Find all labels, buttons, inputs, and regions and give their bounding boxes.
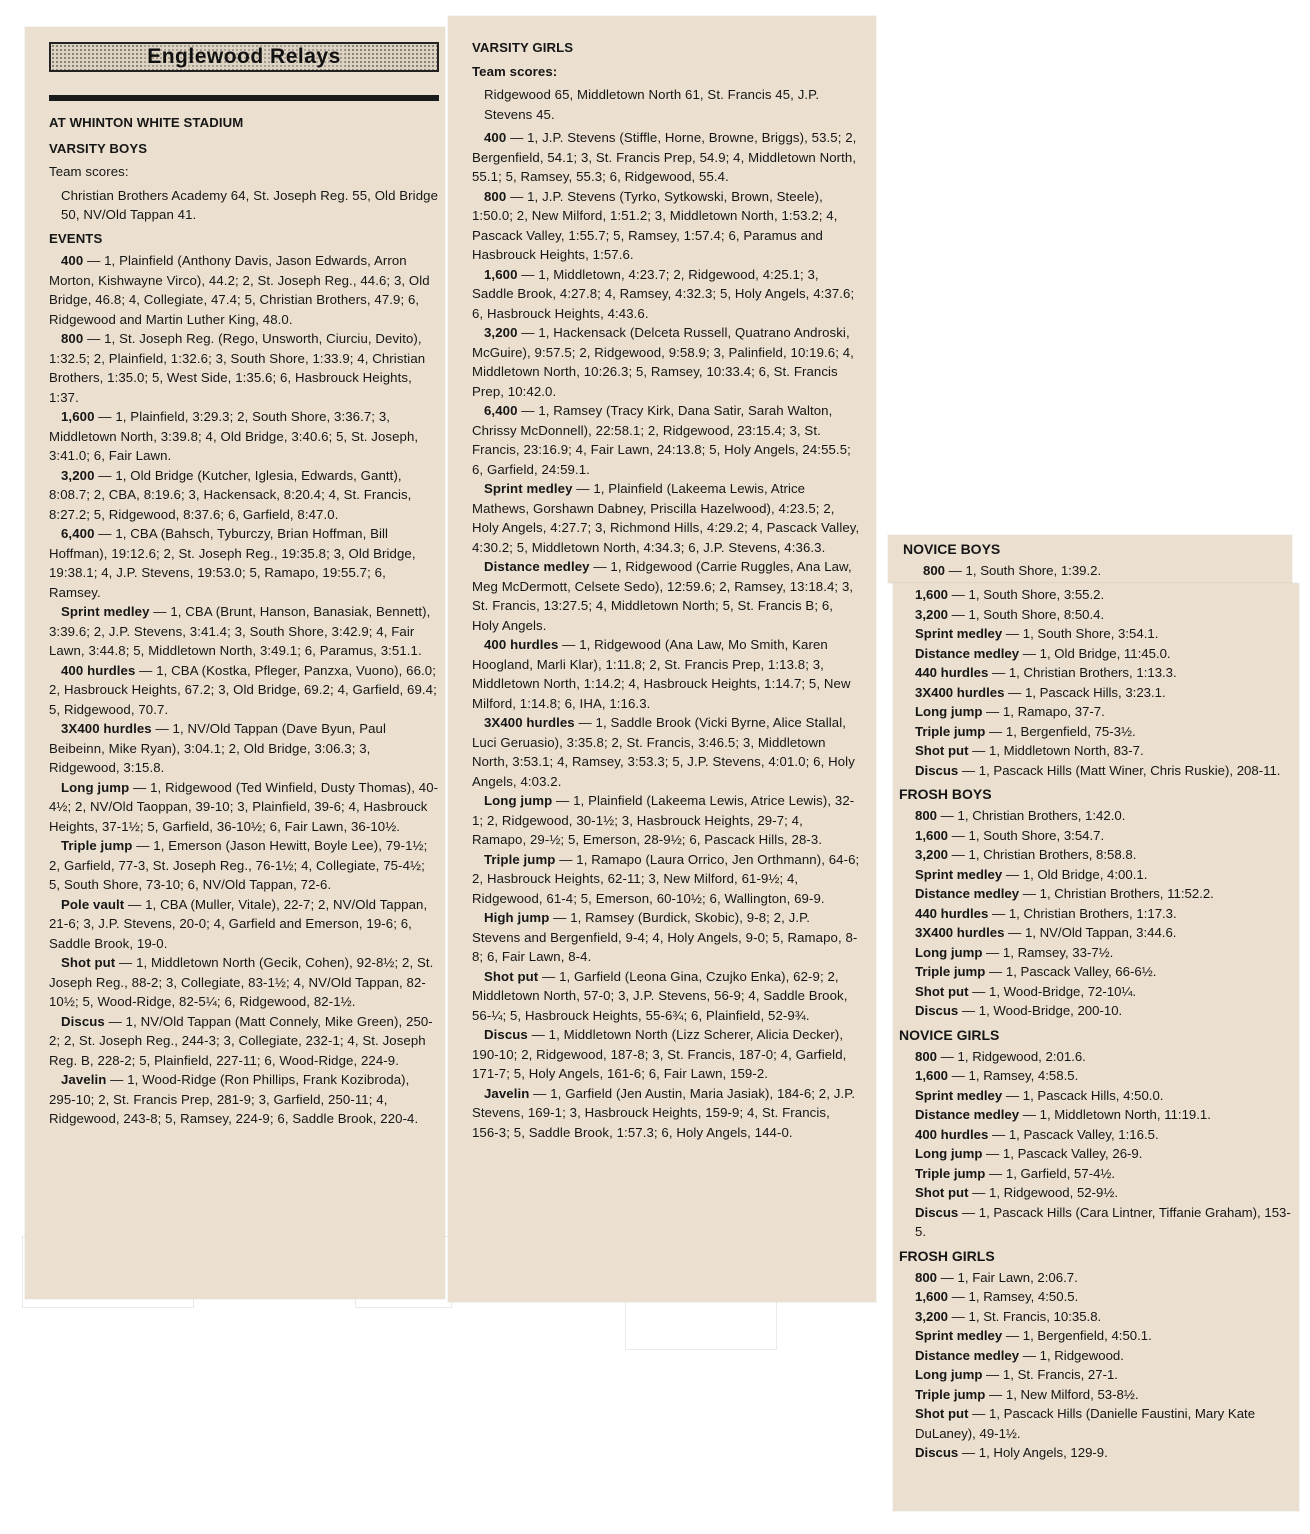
event-result: — 1, Hackensack (Delceta Russell, Quatrano Androski, McGuire), 9:57.5; 2, Ridgewood, 9:58.9; 3, Palinfield, 10:19.6; 4, Middletown North, 10:26.3; 5, Ramsey, 10:33.4; 6, St. Francis Prep, 10:42.0.: [472, 325, 854, 399]
event-result: — 1, CBA (Bahsch, Tyburczy, Brian Hoffman, Bill Hoffman), 19:12.6; 2, St. Joseph Reg., 19:35.8; 3, Old Bridge, 19:38.1; 4, J.P. Stevens, 19:53.0; 5, Ramapo, 19:55.7; 6, Ramsey.: [49, 526, 416, 600]
event-entry: [49, 1070, 439, 1129]
event-name: Discus: [915, 1204, 959, 1220]
event-name: Distance medley: [915, 645, 1020, 661]
event-entry: [472, 265, 860, 324]
event-entry: [899, 1443, 1291, 1463]
event-name: 400: [484, 130, 507, 145]
event-result: — 1, Middletown North (Lizz Scherer, Alicia Decker), 190-10; 2, Ridgewood, 187-8; 3, St. Francis, 187-0; 4, Garfield, 171-7; 5, Holy Angels, 161-6; 6, Fair Lawn, 159-2.: [472, 1027, 847, 1081]
event-entry: [899, 1203, 1291, 1242]
event-entry: [899, 683, 1291, 703]
event-name: Long jump: [915, 944, 983, 960]
event-result: — 1, Christian Brothers, 8:58.8.: [948, 847, 1137, 862]
event-result: — 1, J.P. Stevens (Stiffle, Horne, Browne, Briggs), 53.5; 2, Bergenfield, 54.1; 3, St. Francis Prep, 54.9; 4, Middletown North, 55.1; 5, Ramsey, 55.3; 6, Ridgewood, 55.4.: [472, 130, 857, 184]
event-entry: [899, 923, 1291, 943]
event-entry: [899, 943, 1291, 963]
event-result: — 1, Christian Brothers, 1:13.3.: [988, 665, 1177, 680]
event-result: — 1, NV/Old Tappan (Dave Byun, Paul Beibeinn, Mike Ryan), 3:04.1; 2, Old Bridge, 3:06.3; 3, Ridgewood, 3:15.8.: [49, 721, 386, 775]
event-entry: [899, 826, 1291, 846]
event-result: — 1, Christian Brothers, 1:17.3.: [988, 905, 1177, 921]
event-entry: [472, 128, 860, 187]
event-name: 1,600: [915, 1289, 949, 1304]
event-entry: [472, 1084, 860, 1143]
event-entry: [472, 401, 860, 479]
event-name: Sprint medley: [915, 1087, 1003, 1103]
event-entry: [899, 1144, 1291, 1164]
team-scores: Christian Brothers Academy 64, St. Joseph Reg. 55, Old Bridge 50, NV/Old Tappan 41.: [61, 187, 439, 222]
event-name: 3X400 hurdles: [61, 721, 152, 736]
event-name: 400: [61, 253, 84, 268]
event-entry: [899, 761, 1291, 781]
headline-banner: [49, 42, 439, 72]
event-entry: [899, 741, 1291, 761]
event-result: — 1, Pascack Valley, 1:16.5.: [988, 1126, 1159, 1142]
event-name: 800: [915, 1269, 938, 1285]
event-result: — 1, Middletown North (Gecik, Cohen), 92-8½; 2, St. Joseph Reg., 88-2; 3, Collegiate, 83-1½; 4, NV/Old Tappan, 82-10½; 5, Wood-Ridge, 82-5¼; 6, Ridgewood, 82-1½.: [49, 955, 434, 1009]
event-entry: [899, 1326, 1291, 1346]
event-result: — 1, Garfield (Leona Gina, Czujko Enka), 62-9; 2, Middletown North, 57-0; 3, J.P. Stevens, 56-9; 4, Saddle Brook, 56-¼; 5, Hasbrouck Heights, 55-6¾; 6, Plainfield, 52-9¾.: [472, 968, 848, 1023]
event-result: — 1, Plainfield, 3:29.3; 2, South Shore, 3:36.7; 3, Middletown North, 3:39.8; 4, Old Bridge, 3:40.6; 5, St. Joseph, 3:41.0; 6, Fair Lawn.: [49, 409, 419, 463]
event-name: High jump: [484, 910, 550, 925]
clipping-novice-boys-top: [888, 535, 1292, 583]
event-result: — 1, Holy Angels, 129-9.: [958, 1445, 1108, 1460]
event-result: — 1, Wood-Ridge (Ron Phillips, Frank Kozibroda), 295-10; 2, St. Francis Prep, 281-9; 3, Garfield, 250-11; 4, Ridgewood, 243-8; 5, Ramsey, 224-9; 6, Saddle Brook, 220-4.: [49, 1072, 419, 1126]
event-result: — 1, NV/Old Tappan, 3:44.6.: [1004, 925, 1177, 940]
event-name: Long jump: [484, 793, 553, 808]
event-name: 800: [915, 808, 938, 823]
tape-strip: [625, 1298, 777, 1350]
event-entry: [899, 1385, 1291, 1405]
event-result: — 1, South Shore, 1:39.2.: [945, 563, 1102, 578]
event-name: Shot put: [915, 1406, 969, 1421]
event-entry: [899, 1105, 1291, 1125]
event-result: — 1, Ramapo, 37-7.: [982, 704, 1105, 719]
event-result: — 1, Fair Lawn, 2:06.7.: [937, 1269, 1078, 1285]
event-name: 800: [915, 1048, 938, 1064]
event-name: 400 hurdles: [484, 637, 559, 652]
frosh-boys-list: [899, 806, 1291, 1021]
event-name: Triple jump: [484, 851, 556, 867]
event-result: — 1, St. Francis, 10:35.8.: [948, 1308, 1102, 1324]
event-result: — 1, Wood-Bridge, 72-10¼.: [968, 983, 1137, 999]
event-entry: [472, 908, 860, 967]
event-result: — 1, CBA (Brunt, Hanson, Banasiak, Bennett), 3:39.6; 2, J.P. Stevens, 3:41.4; 3, South Shore, 3:42.9; 4, Fair Lawn, 3:44.8; 5, Middletown North, 3:49.1; 6, Paramus, 3:51.1.: [49, 604, 431, 658]
event-entry: [903, 561, 1283, 581]
events-heading: EVENTS: [49, 230, 103, 246]
events-list: [49, 251, 439, 1129]
event-name: Triple jump: [61, 838, 133, 853]
event-name: Long jump: [915, 1146, 983, 1161]
event-name: 1,600: [915, 587, 949, 602]
event-result: — 1, Bergenfield, 75-3½.: [985, 723, 1136, 739]
event-entry: [899, 1086, 1291, 1106]
event-name: 3X400 hurdles: [915, 684, 1005, 700]
event-entry: [49, 719, 439, 778]
section-heading-novice-girls: NOVICE GIRLS: [899, 1026, 1000, 1043]
event-name: 3,200: [61, 467, 95, 483]
event-name: 6,400: [484, 403, 518, 418]
event-entry: [472, 479, 860, 557]
event-result: — 1, Emerson (Jason Hewitt, Boyle Lee), 79-1½; 2, Garfield, 77-3, St. Joseph Reg., 76-1½; 4, Collegiate, 75-4½; 5, South Shore, 73-10; 6, NV/Old Tappan, 72-6.: [49, 838, 428, 892]
event-entry: [49, 602, 439, 661]
event-entry: [472, 557, 860, 635]
event-entry: [899, 962, 1291, 982]
event-name: 800: [923, 563, 946, 578]
event-result: — 1, Ridgewood, 2:01.6.: [937, 1048, 1086, 1064]
event-name: 400 hurdles: [915, 1126, 989, 1142]
team-scores-label: Team scores:: [49, 164, 129, 179]
event-entry: [49, 329, 439, 407]
event-name: Long jump: [61, 779, 130, 795]
event-name: Javelin: [61, 1072, 107, 1087]
event-name: Distance medley: [915, 1347, 1020, 1363]
event-name: 800: [61, 331, 84, 346]
event-result: — 1, Pascack Valley, 66-6½.: [985, 964, 1157, 979]
event-entry: [472, 967, 860, 1026]
event-entry: [899, 1346, 1291, 1366]
event-result: — 1, St. Francis, 27-1.: [982, 1367, 1118, 1382]
event-name: Shot put: [61, 955, 116, 970]
event-name: Sprint medley: [484, 481, 573, 496]
clipping-varsity-girls: [448, 16, 876, 1302]
event-name: Triple jump: [915, 964, 986, 979]
event-entry: [472, 635, 860, 713]
novice-boys-list: [899, 585, 1291, 780]
event-entry: [49, 466, 439, 525]
event-result: — 1, Pascack Hills (Danielle Faustini, Mary Kate DuLaney), 49-1½.: [915, 1406, 1256, 1441]
event-entry: [472, 323, 860, 401]
event-result: — 1, Pascack Hills, 3:23.1.: [1004, 684, 1166, 700]
event-entry: [472, 850, 860, 909]
event-result: — 1, Middletown, 4:23.7; 2, Ridgewood, 4:25.1; 3, Saddle Brook, 4:27.8; 4, Ramsey, 4:32.3; 5, Holy Angels, 4:37.6; 6, Hasbrouck Heights, 4:43.6.: [472, 266, 855, 321]
event-entry: [472, 713, 860, 791]
event-name: Javelin: [484, 1085, 530, 1101]
event-result: — 1, Old Bridge, 4:00.1.: [1002, 866, 1148, 882]
section-heading-novice-boys: NOVICE BOYS: [903, 541, 1001, 557]
event-result: — 1, Ridgewood, 52-9½.: [968, 1185, 1119, 1200]
event-entry: [49, 836, 439, 895]
event-result: — 1, Ramapo (Laura Orrico, Jen Orthmann), 64-6; 2, Hasbrouck Heights, 62-11; 3, New Milford, 61-9½; 4, Ridgewood, 61-4; 5, Emerson, 60-10½; 6, Wallington, 69-9.: [472, 851, 860, 906]
event-result: — 1, South Shore, 3:54.1.: [1002, 626, 1159, 641]
headline-rule: [49, 95, 439, 101]
event-entry: [899, 1047, 1291, 1067]
event-entry: [49, 895, 439, 954]
event-name: Sprint medley: [915, 626, 1003, 641]
event-entry: [899, 845, 1291, 865]
event-name: Sprint medley: [915, 1328, 1003, 1343]
event-result: — 1, Pascack Hills (Matt Winer, Chris Ruskie), 208-11.: [958, 762, 1281, 778]
event-result: — 1, Plainfield (Anthony Davis, Jason Edwards, Arron Morton, Kishwayne Virco), 44.2; 2, St. Joseph Reg., 44.6; 3, Old Bridge, 46.8; 4, Collegiate, 47.4; 5, Christian Brothers, 47.9; 6, Ridgewood and Martin Luther King, 48.0.: [49, 253, 430, 327]
event-entry: [49, 524, 439, 602]
event-name: Pole vault: [61, 896, 125, 912]
event-entry: [49, 407, 439, 466]
event-result: — 1, Ramsey, 4:50.5.: [948, 1289, 1079, 1304]
event-name: Shot put: [915, 983, 969, 999]
event-result: — 1, St. Joseph Reg. (Rego, Unsworth, Ciurciu, Devito), 1:32.5; 2, Plainfield, 1:32.6; 3, South Shore, 1:33.9; 4, Christian Brothers, 1:35.0; 5, West Side, 1:35.6; 6, Hasbrouck Heights, 1:37.: [49, 331, 426, 405]
event-entry: [899, 884, 1291, 904]
event-result: — 1, Ridgewood (Ana Law, Mo Smith, Karen Hoogland, Marli Klar), 1:11.8; 2, St. Francis Prep, 1:13.8; 3, Middletown North, 1:14.2; 4, Hasbrouck Heights, 1:14.7; 5, New Milford, 1:14.8; 6, IHA, 1:16.3.: [472, 637, 851, 711]
event-entry: [49, 1012, 439, 1071]
event-name: 1,600: [915, 827, 949, 843]
event-name: 440 hurdles: [915, 905, 989, 921]
event-name: Long jump: [915, 1367, 983, 1382]
event-result: — 1, South Shore, 3:54.7.: [948, 827, 1105, 843]
team-scores: Ridgewood 65, Middletown North 61, St. Francis 45, J.P. Stevens 45.: [484, 87, 820, 122]
event-name: Sprint medley: [915, 866, 1003, 882]
event-result: — 1, Plainfield (Lakeema Lewis, Atrice Lewis), 32-1; 2, Ridgewood, 30-1½; 3, Hasbrouck Heights, 29-7; 4, Ramapo, 29-½; 5, Emerson, 28-9½; 6, Pascack Hills, 28-3.: [472, 793, 855, 847]
novice-girls-list: [899, 1047, 1291, 1242]
event-name: 800: [484, 188, 507, 204]
event-result: — 1, CBA (Kostka, Pfleger, Panzxa, Vuono), 66.0; 2, Hasbrouck Heights, 67.2; 3, Old Bridge, 69.2; 4, Garfield, 69.4; 5, Ridgewood, 70.7.: [49, 662, 437, 717]
event-entry: [899, 644, 1291, 664]
division-heading: VARSITY GIRLS: [472, 40, 574, 55]
event-entry: [49, 778, 439, 837]
event-name: 440 hurdles: [915, 665, 989, 680]
event-entry: [899, 585, 1291, 605]
event-name: Shot put: [915, 1185, 969, 1200]
event-entry: [899, 1268, 1291, 1288]
event-entry: [472, 791, 860, 850]
event-entry: [899, 722, 1291, 742]
event-name: 3,200: [915, 606, 949, 622]
event-name: 6,400: [61, 526, 95, 541]
event-result: — 1, Pascack Hills, 4:50.0.: [1002, 1087, 1164, 1103]
event-result: — 1, Plainfield (Lakeema Lewis, Atrice Mathews, Gorshawn Dabney, Priscilla Hazelwood), 4:23.5; 2, Holy Angels, 4:27.7; 3, Richmond Hills, 4:29.2; 4, Pascack Valley, 4:30.2; 5, Middletown North, 4:34.3; 6, J.P. Stevens, 4:36.3.: [472, 481, 860, 555]
event-entry: [899, 624, 1291, 644]
event-result: — 1, South Shore, 8:50.4.: [948, 606, 1105, 622]
event-entry: [899, 605, 1291, 625]
event-result: — 1, New Milford, 53-8½.: [985, 1386, 1139, 1402]
event-entry: [899, 806, 1291, 826]
event-result: — 1, Ridgewood (Carrie Ruggles, Ana Law, Meg McDermott, Celsete Sedo), 12:59.6; 2, Ramsey, 13:18.4; 3, St. Francis, 13:27.5; 4, Middletown North; 5, St. Francis B; 6, Holy Angels.: [472, 559, 854, 633]
event-result: — 1, J.P. Stevens (Tyrko, Sytkowski, Brown, Steele), 1:50.0; 2, New Milford, 1:51.2; 3, Middletown North, 1:53.2; 4, Pascack Valley, 1:55.7; 5, Ramsey, 1:57.4; 6, Paramus and Hasbrouck Heights, 1:57.6.: [472, 188, 838, 262]
headline: Englewood Relays: [143, 45, 345, 69]
event-entry: [899, 904, 1291, 924]
event-result: — 1, Pascack Hills (Cara Lintner, Tiffanie Graham), 153-5.: [915, 1204, 1291, 1239]
event-name: Distance medley: [484, 559, 590, 574]
event-entry: [899, 702, 1291, 722]
event-entry: [899, 1066, 1291, 1086]
section-heading-frosh-boys: FROSH BOYS: [899, 786, 992, 802]
event-result: — 1, Ridgewood.: [1019, 1347, 1124, 1363]
event-result: — 1, Old Bridge, 11:45.0.: [1019, 645, 1171, 661]
event-result: — 1, Christian Brothers, 11:52.2.: [1019, 886, 1214, 901]
event-name: Discus: [915, 762, 959, 778]
event-entry: [899, 663, 1291, 683]
event-entry: [49, 953, 439, 1012]
event-name: Discus: [915, 1445, 959, 1460]
event-entry: [899, 865, 1291, 885]
event-name: Distance medley: [915, 886, 1020, 901]
event-result: — 1, Pascack Valley, 26-9.: [982, 1146, 1143, 1161]
event-result: — 1, South Shore, 3:55.2.: [948, 587, 1105, 602]
event-name: 3,200: [484, 325, 518, 340]
event-result: — 1, Wood-Bridge, 200-10.: [958, 1003, 1123, 1018]
event-entry: [472, 1025, 860, 1084]
event-result: — 1, Garfield (Jen Austin, Maria Jasiak), 184-6; 2, J.P. Stevens, 169-1; 3, Hasbrouck Heights, 159-9; 4, St. Francis, 156-3; 5, Saddle Brook, 1:57.3; 6, Holy Angels, 144-0.: [472, 1085, 856, 1140]
event-name: 3X400 hurdles: [484, 715, 575, 730]
event-entry: [899, 1164, 1291, 1184]
event-result: — 1, Ridgewood (Ted Winfield, Dusty Thomas), 40-4½; 2, NV/Old Taoppan, 39-10; 3, Plainfield, 39-6; 4, Hasbrouck Heights, 37-1½; 5, Garfield, 36-10½; 6, Fair Lawn, 36-10½.: [49, 779, 439, 834]
frosh-girls-list: [899, 1268, 1291, 1463]
event-result: — 1, Old Bridge (Kutcher, Iglesia, Edwards, Gantt), 8:08.7; 2, CBA, 8:19.6; 3, Hackensack, 8:20.4; 4, St. Francis, 8:27.2; 5, Ridgewood, 8:37.6; 6, Garfield, 8:47.0.: [49, 467, 412, 522]
event-result: — 1, Saddle Brook (Vicki Byrne, Alice Stallal, Luci Geruasio), 3:35.8; 2, St. Francis, 3:46.5; 3, Middletown North, 3:53.1; 4, Ramsey, 3:53.3; 5, J.P. Stevens, 4:01.0; 6, Holy Angels, 4:03.2.: [472, 715, 855, 789]
event-name: Discus: [61, 1013, 105, 1029]
event-result: — 1, Bergenfield, 4:50.1.: [1002, 1328, 1152, 1343]
event-name: 3X400 hurdles: [915, 925, 1005, 940]
event-entry: [899, 1287, 1291, 1307]
event-name: 3,200: [915, 1308, 949, 1324]
event-name: Shot put: [484, 968, 539, 984]
event-result: — 1, NV/Old Tappan (Matt Connely, Mike Green), 250-2; 2, St. Joseph Reg., 244-3; 3, Collegiate, 232-1; 4, St. Joseph Reg. B, 228-2; 5, Plainfield, 227-11; 6, Wood-Ridge, 224-9.: [49, 1013, 433, 1068]
event-entry: [899, 1183, 1291, 1203]
event-name: Triple jump: [915, 723, 986, 739]
event-name: Long jump: [915, 704, 983, 719]
event-entry: [899, 1001, 1291, 1021]
event-entry: [49, 661, 439, 720]
event-name: Triple jump: [915, 1386, 986, 1402]
venue: AT WHINTON WHITE STADIUM: [49, 115, 244, 130]
clipping-varsity-boys: [25, 27, 445, 1299]
section-heading-frosh-girls: FROSH GIRLS: [899, 1247, 995, 1264]
event-entry: [899, 1404, 1291, 1443]
event-name: 3,200: [915, 847, 949, 862]
clipping-novice-frosh: [893, 583, 1299, 1511]
event-name: Discus: [484, 1027, 528, 1042]
event-name: Discus: [915, 1003, 959, 1018]
event-name: 1,600: [61, 409, 95, 424]
events-list: [472, 128, 860, 1142]
event-result: — 1, Middletown North, 11:19.1.: [1019, 1107, 1211, 1122]
event-result: — 1, Ramsey, 33-7½.: [982, 944, 1114, 960]
event-result: — 1, Ramsey (Tracy Kirk, Dana Satir, Sarah Walton, Chrissy McDonnell), 22:58.1; 2, Ridgewood, 23:15.4; 3, St. Francis, 23:16.9; 4, Fair Lawn, 24:13.8; 5, Holy Angels, 24:55.5; 6, Garfield, 24:59.1.: [472, 403, 851, 477]
event-entry: [49, 251, 439, 329]
event-name: 400 hurdles: [61, 662, 136, 678]
event-entry: [899, 1307, 1291, 1327]
event-name: Shot put: [915, 743, 969, 758]
event-entry: [899, 982, 1291, 1002]
event-result: — 1, Ramsey (Burdick, Skobic), 9-8; 2, J.P. Stevens and Bergenfield, 9-4; 4, Holy Angels, 9-0; 5, Ramapo, 8-8; 6, Fair Lawn, 8-4.: [472, 910, 858, 964]
event-result: — 1, Ramsey, 4:58.5.: [948, 1068, 1079, 1083]
event-entry: [472, 187, 860, 265]
event-name: 1,600: [484, 266, 518, 282]
event-result: — 1, CBA (Muller, Vitale), 22-7; 2, NV/Old Tappan, 21-6; 3, J.P. Stevens, 20-0; 4, Garfield and Emerson, 19-6; 6, Saddle Brook, 19-0.: [49, 896, 428, 951]
event-name: Triple jump: [915, 1165, 986, 1181]
division-heading: VARSITY BOYS: [49, 140, 148, 156]
event-name: Sprint medley: [61, 604, 150, 619]
event-name: Distance medley: [915, 1107, 1020, 1122]
event-result: — 1, Middletown North, 83-7.: [968, 743, 1144, 758]
event-result: — 1, Christian Brothers, 1:42.0.: [937, 808, 1126, 823]
event-name: 1,600: [915, 1068, 949, 1083]
team-scores-label: Team scores:: [472, 63, 558, 79]
event-result: — 1, Garfield, 57-4½.: [985, 1165, 1116, 1181]
event-entry: [899, 1365, 1291, 1385]
event-entry: [899, 1125, 1291, 1145]
